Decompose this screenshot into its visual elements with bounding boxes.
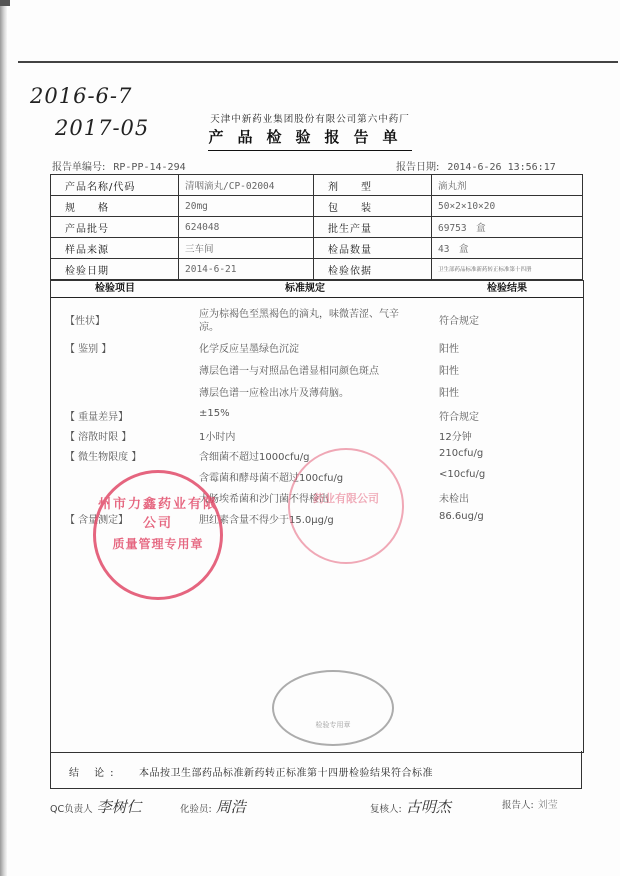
test-standard: 大肠埃希菌和沙门菌不得检出 — [199, 494, 329, 505]
test-item: 【 溶散时限 】 — [65, 432, 132, 443]
test-standard: 含霉菌和酵母菌不超过100cfu/g — [199, 473, 344, 484]
test-item: 【性状】 — [65, 316, 105, 327]
signature-name: 李树仁 — [96, 798, 142, 816]
info-row — [51, 175, 583, 196]
info-label: 检验日期 — [51, 259, 179, 280]
header-standard: 标准规定 — [285, 283, 325, 294]
signature-reporter — [502, 796, 558, 811]
report-number-label: 报告单编号: — [52, 162, 106, 173]
conclusion-box — [50, 751, 582, 789]
info-value: 三车间 — [179, 238, 314, 259]
info-value: 清咽滴丸/CP-02004 — [179, 175, 314, 196]
report-number — [52, 158, 186, 173]
test-item: 【 鉴别 】 — [65, 344, 112, 355]
test-result: 未检出 — [439, 494, 469, 505]
test-standard: ±15% — [199, 408, 230, 419]
info-value: 20mg — [179, 196, 314, 217]
info-value: 69753 盒 — [432, 217, 583, 238]
test-item — [51, 384, 179, 408]
info-value: 43 盒 — [432, 238, 583, 259]
report-number-value: RP-PP-14-294 — [113, 162, 186, 173]
info-label: 规 格 — [51, 196, 179, 217]
info-label: 检验依据 — [314, 259, 432, 280]
test-standard: 含细菌不超过1000cfu/g — [199, 452, 310, 463]
test-row — [51, 428, 583, 448]
inspection-stamp-gray — [272, 670, 394, 746]
signature-label: 化验员: — [180, 804, 212, 815]
info-label: 产品名称/代码 — [51, 175, 179, 196]
header-item: 检验项目 — [95, 283, 135, 294]
conclusion-text: 本品按卫生部药品标准新药转正标准第十四册检验结果符合标准 — [139, 768, 433, 779]
info-label: 检品数量 — [314, 238, 432, 259]
report-title: 产品检验报告单 — [208, 126, 412, 151]
test-standard: 薄层色谱一与对照品色谱显相同颜色斑点 — [199, 366, 379, 377]
signature-label: 复核人: — [370, 804, 402, 815]
test-table-header — [51, 281, 583, 298]
oval-stamp-text: 检验专用章 — [315, 721, 351, 729]
product-info-table — [50, 174, 583, 280]
info-label: 产品批号 — [51, 217, 179, 238]
test-result: 符合规定 — [439, 412, 479, 423]
test-item — [51, 362, 179, 384]
info-value: 624048 — [179, 217, 314, 238]
info-row — [51, 238, 583, 259]
fold-line — [18, 61, 618, 63]
test-item: 【 重量差异】 — [65, 412, 129, 423]
info-value: 50×2×10×20 — [432, 196, 583, 217]
test-result: 阳性 — [439, 388, 459, 399]
stamp-purpose-text: 质量管理专用章 — [112, 537, 204, 551]
company-name: 天津中新药业集团股份有限公司第六中药厂 — [210, 114, 410, 125]
test-standard: 胆红素含量不得少于15.0μg/g — [199, 515, 334, 526]
scan-corner — [0, 0, 10, 6]
info-label: 批生产量 — [314, 217, 432, 238]
company-stamp-red — [288, 448, 404, 564]
test-row — [51, 308, 583, 340]
test-result: 12分钟 — [439, 432, 472, 443]
signature-name: 古明杰 — [405, 798, 451, 816]
signature-label: 报告人: — [502, 800, 534, 811]
handwritten-date-2: 2017-05 — [55, 116, 150, 140]
header-result: 检验结果 — [487, 283, 527, 294]
test-row — [51, 408, 583, 428]
info-row — [51, 259, 583, 280]
report-date-label: 报告日期: — [396, 162, 440, 173]
test-result: 86.6ug/g — [439, 511, 484, 522]
signature-label: QC负责人 — [50, 804, 93, 815]
stamp-right-text: 药业有限公司 — [313, 492, 379, 505]
test-standard: 1小时内 — [199, 432, 236, 443]
report-date-value: 2014-6-26 13:56:17 — [447, 162, 556, 173]
report-date — [396, 158, 556, 173]
info-label: 样品来源 — [51, 238, 179, 259]
test-row — [51, 340, 583, 362]
test-item: 【 微生物限度 】 — [65, 452, 142, 463]
test-standard: 应为棕褐色至黑褐色的滴丸，味微苦涩、气辛凉。 — [199, 309, 399, 333]
test-result: 符合规定 — [439, 316, 479, 327]
info-row — [51, 196, 583, 217]
test-standard: 薄层色谱一应检出冰片及薄荷脑。 — [199, 388, 349, 399]
info-value: 2014-6-21 — [179, 259, 314, 280]
info-row — [51, 217, 583, 238]
test-result: <10cfu/g — [439, 469, 486, 480]
qc-stamp-red — [93, 470, 223, 600]
signature-name: 周浩 — [215, 798, 246, 816]
signature-name: 刘莹 — [537, 800, 558, 811]
test-result: 阳性 — [439, 344, 459, 355]
info-label: 包 装 — [314, 196, 432, 217]
test-row — [51, 384, 583, 408]
stamp-company-text: 州市力鑫药业有限公司 — [97, 497, 218, 531]
info-value: 滴丸剂 — [432, 175, 583, 196]
info-value: 卫生部药品标准新药转正标准第十四册 — [432, 259, 583, 280]
scan-edge — [0, 0, 7, 876]
info-label: 剂 型 — [314, 175, 432, 196]
conclusion-label: 结 论: — [69, 768, 120, 779]
handwritten-date-1: 2016-6-7 — [30, 84, 133, 108]
test-row — [51, 362, 583, 384]
signature-analyst — [180, 796, 246, 817]
test-item: 【 含量测定】 — [65, 515, 129, 526]
test-result: 210cfu/g — [439, 448, 484, 459]
test-standard: 化学反应呈墨绿色沉淀 — [199, 344, 299, 355]
signature-reviewer — [370, 796, 451, 817]
signature-qc — [50, 796, 142, 817]
test-result: 阳性 — [439, 366, 459, 377]
